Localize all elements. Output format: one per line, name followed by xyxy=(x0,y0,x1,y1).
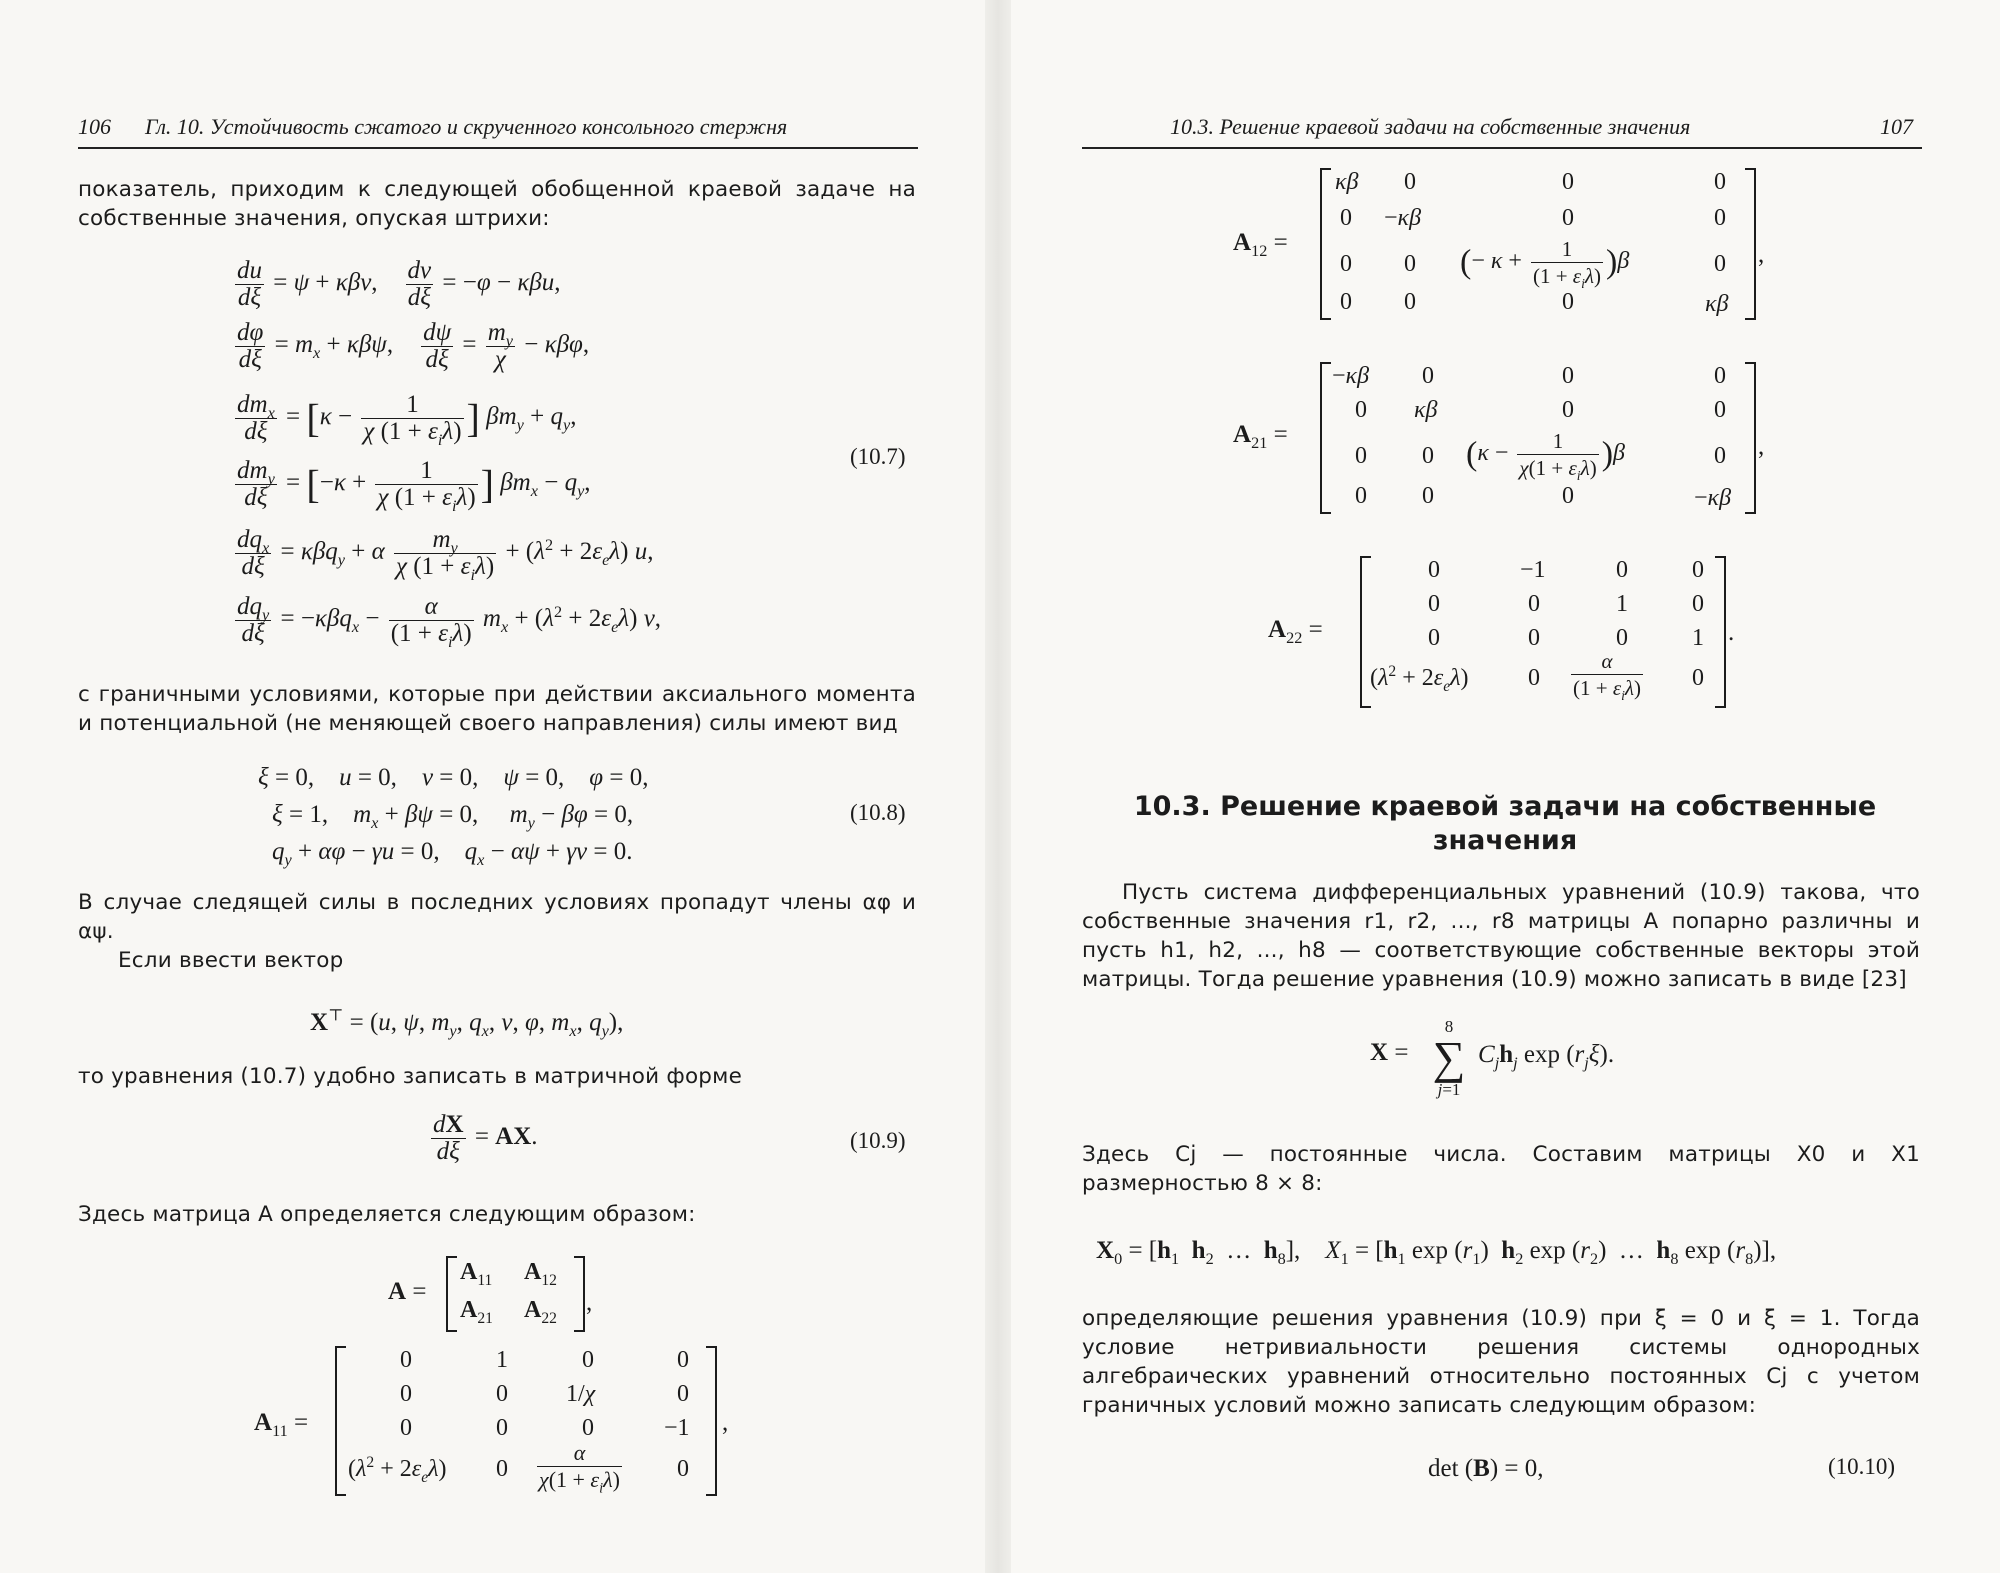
eq-10-9-label: (10.9) xyxy=(850,1128,906,1153)
A11-right-bracket xyxy=(706,1346,717,1496)
eq-10-8-line-1: ξ = 0, u = 0, v = 0, ψ = 0, φ = 0, xyxy=(258,764,649,791)
left-header-rule xyxy=(78,147,918,149)
right-para-3: определяющие решения уравнения (10.9) при ξ = 0 и ξ = 1. Тогда условие нетривиальности решения системы однородных алгебраических уравнений относительно постоянных Cj с учетом граничных условий можно записать следующим образом: xyxy=(1082,1306,1920,1418)
eq-A22-lhs: $A_{22}$ = xyxy=(1268,616,1323,647)
eq-10-7-line-6: $\frac{dq_y}{d\xi}$ = −κβq$_x$ − $\frac{\alpha}{(1 + \varepsilon_i\lambda)}$ $m_x + (\lambda^2 + 2\varepsilon_e\lambda)$ v, xyxy=(237,593,662,651)
eq-10-9: $\frac{dX}{d\xi}$ = AX. xyxy=(433,1111,538,1165)
right-header-rule xyxy=(1082,147,1922,149)
left-para-3: В случае следящей силы в последних условиях пропадут члены αφ и αψ. xyxy=(78,890,916,944)
block-matrix-left-bracket xyxy=(446,1256,457,1332)
block-matrix-comma: , xyxy=(586,1289,593,1316)
block-A12: $A_{12}$ xyxy=(524,1259,557,1289)
eq-10-7-line-5: $\frac{dq_x}{d\xi}$ = κβq$_y$ + α $\frac{m_y}{\chi (1 + \varepsilon_i\lambda)}$ + $(\lambda^2 + 2\varepsilon_e\lambda)$ u, xyxy=(237,526,654,584)
eq-10-7-label: (10.7) xyxy=(850,444,906,469)
eq-sum-lhs: X = xyxy=(1370,1039,1409,1066)
eq-sum-symbol: 8 ∑ j=1 xyxy=(1432,1017,1466,1099)
eq-10-7-line-2: $\frac{d\varphi}{d\xi}$ = $m_x + \kappa\beta\psi$, $\frac{d\psi}{d\xi}$ = $\frac{m_y}{\chi}$ − κβφ, xyxy=(237,319,590,373)
eq-10-8-line-2: ξ = 1, $m_x + \beta\psi = 0$, $m_y - \beta\varphi = 0$, xyxy=(272,801,634,832)
block-A11: $A_{11}$ xyxy=(460,1259,493,1289)
eq-A11-lhs: $A_{11}$ = xyxy=(254,1409,309,1440)
left-running-header: Гл. 10. Устойчивость сжатого и скрученного консольного стержня xyxy=(145,114,788,139)
eq-10-8-label: (10.8) xyxy=(850,800,906,825)
section-title: 10.3. Решение краевой задачи на собственные значения xyxy=(1133,791,1877,856)
A21-comma: , xyxy=(1758,433,1765,460)
block-A21: $A_{21}$ xyxy=(460,1297,493,1327)
eq-10-8-line-3: $q_y + \alpha\varphi - \gamma u = 0$, $q_x - \alpha\psi + \gamma v = 0$. xyxy=(272,838,633,869)
A22-right-bracket xyxy=(1715,556,1726,708)
eq-A21-lhs: $A_{21}$ = xyxy=(1233,421,1288,452)
A11-left-bracket xyxy=(335,1346,346,1496)
A22-period: . xyxy=(1728,619,1735,646)
eq-sum-rhs: $C_jh_j$ $\exp (r_j\xi)$. xyxy=(1478,1041,1615,1072)
right-running-header: 10.3. Решение краевой задачи на собственные значения xyxy=(1170,114,1691,139)
eq-10-10: det (B) = 0, xyxy=(1428,1455,1544,1482)
A12-left-bracket xyxy=(1320,168,1331,320)
left-para-5: то уравнения (10.7) удобно записать в матричной форме xyxy=(78,1064,742,1089)
block-A22: $A_{22}$ xyxy=(524,1297,557,1327)
left-para-1: показатель, приходим к следующей обобщенной краевой задаче на собственные значения, опуская штрихи: xyxy=(78,177,916,231)
A21-left-bracket xyxy=(1320,362,1331,514)
eq-state-vector: X⊤ = (u, ψ, $m_y$, $q_x$, v, φ, $m_x$, $q_y$), xyxy=(310,1006,624,1040)
right-page-number: 107 xyxy=(1880,114,1913,139)
right-para-1: Пусть система дифференциальных уравнений (10.9) такова, что собственные значения r1, r2, ..., r8 матрицы A попарно различны и пусть h1, h2, ..., h8 — соответствующие собственные векторы этой матрицы. Тогда решение уравнения (10.9) можно записать в виде [23] xyxy=(1082,880,1920,992)
book-gutter xyxy=(985,0,1011,1573)
eq-10-7-line-3: $\frac{dm_x}{d\xi}$ = [κ − $\frac{1}{\chi (1 + \varepsilon_i\lambda)}$ ] $\beta m_y + q_y$, xyxy=(237,391,577,449)
A12-right-bracket xyxy=(1745,168,1756,320)
left-para-6: Здесь матрица A определяется следующим образом: xyxy=(78,1202,696,1227)
left-page-number: 106 xyxy=(78,114,111,139)
eq-A12-lhs: $A_{12}$ = xyxy=(1233,229,1288,260)
eq-X0-X1: $X_0 = [h_1$ $h_2$ … $h_8$], $X_1 = [h_1$ $\exp (r_1)$ $h_2$ $\exp (r_2)$ … $h_8$ $\exp (r_8)$], xyxy=(1096,1237,1777,1268)
A12-comma: , xyxy=(1758,241,1765,268)
eq-block-matrix-lhs: A = xyxy=(388,1278,427,1305)
left-para-2: с граничными условиями, которые при действии аксиального момента и потенциальной (не меняющей своего направления) силы имеют вид xyxy=(78,682,916,736)
A21-right-bracket xyxy=(1745,362,1756,514)
eq-10-7-line-1: $\frac{du}{d\xi}$ = ψ + κβv, $\frac{dv}{d\xi}$ = −φ − κβu, xyxy=(237,257,561,311)
block-matrix-right-bracket xyxy=(574,1256,585,1332)
eq-10-7-line-4: $\frac{dm_y}{d\xi}$ = [−κ + $\frac{1}{\chi (1 + \varepsilon_i\lambda)}$ ] $\beta m_x - q_y$, xyxy=(237,457,591,515)
A11-comma: , xyxy=(722,1409,729,1436)
left-para-4: Если ввести вектор xyxy=(118,948,344,973)
eq-10-10-label: (10.10) xyxy=(1828,1454,1896,1479)
right-para-2: Здесь Cj — постоянные числа. Составим матрицы X0 и X1 размерностью 8 × 8: xyxy=(1082,1142,1920,1196)
